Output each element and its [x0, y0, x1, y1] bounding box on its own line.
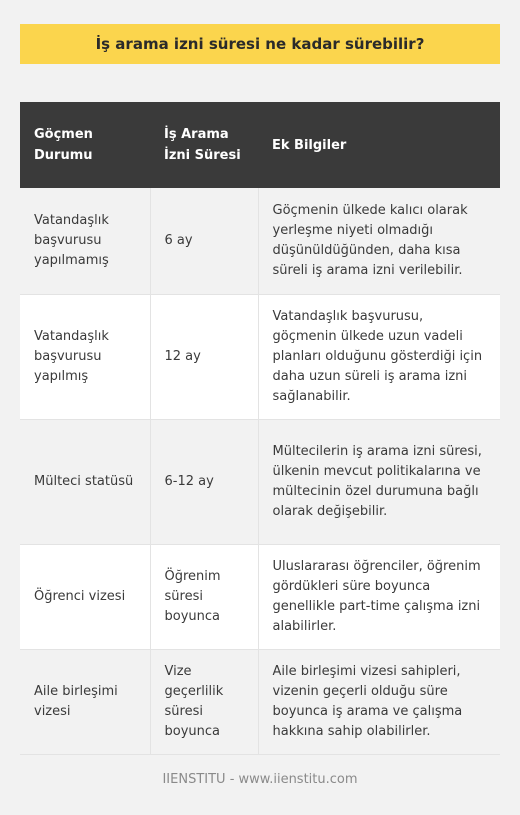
- table-row: [20, 545, 500, 650]
- status-cell: Aile birleşimi vizesi: [20, 650, 150, 755]
- info-cell: Mültecilerin iş arama izni süresi, ülkenin mevcut politikalarına ve mültecinin özel durumuna bağlı olarak değişebilir.: [258, 420, 500, 545]
- table-header-row: [20, 102, 500, 188]
- duration-cell: 6-12 ay: [150, 420, 258, 545]
- page-title: İş arama izni süresi ne kadar sürebilir?: [95, 35, 425, 53]
- duration-cell: 6 ay: [150, 188, 258, 295]
- duration-cell: 12 ay: [150, 295, 258, 420]
- table-row: [20, 295, 500, 420]
- status-cell: Öğrenci vizesi: [20, 545, 150, 650]
- status-cell: Mülteci statüsü: [20, 420, 150, 545]
- info-cell: Uluslararası öğrenciler, öğrenim gördükleri süre boyunca genellikle part-time çalışma izni alabilirler.: [258, 545, 500, 650]
- header-is-arama-suresi: İş Arama İzni Süresi: [150, 102, 258, 188]
- info-cell: Aile birleşimi vizesi sahipleri, vizenin geçerli olduğu süre boyunca iş arama ve çalışma hakkına sahip olabilirler.: [258, 650, 500, 755]
- table-row: [20, 650, 500, 755]
- footer-credit: IIENSTITU - www.iienstitu.com: [162, 772, 358, 787]
- title-banner: [20, 24, 500, 64]
- status-cell: Vatandaşlık başvurusu yapılmış: [20, 295, 150, 420]
- info-table: [20, 102, 500, 755]
- duration-cell: Vize geçerlilik süresi boyunca: [150, 650, 258, 755]
- header-ek-bilgiler: Ek Bilgiler: [258, 102, 500, 188]
- duration-cell: Öğrenim süresi boyunca: [150, 545, 258, 650]
- info-cell: Vatandaşlık başvurusu, göçmenin ülkede uzun vadeli planları olduğunu gösterdiği için daha uzun süreli iş arama izni sağlanabilir.: [258, 295, 500, 420]
- status-cell: Vatandaşlık başvurusu yapılmamış: [20, 188, 150, 295]
- table-row: [20, 420, 500, 545]
- header-goc-durumu: Göçmen Durumu: [20, 102, 150, 188]
- info-cell: Göçmenin ülkede kalıcı olarak yerleşme niyeti olmadığı düşünüldüğünden, daha kısa süreli iş arama izni verilebilir.: [258, 188, 500, 295]
- table-row: [20, 188, 500, 295]
